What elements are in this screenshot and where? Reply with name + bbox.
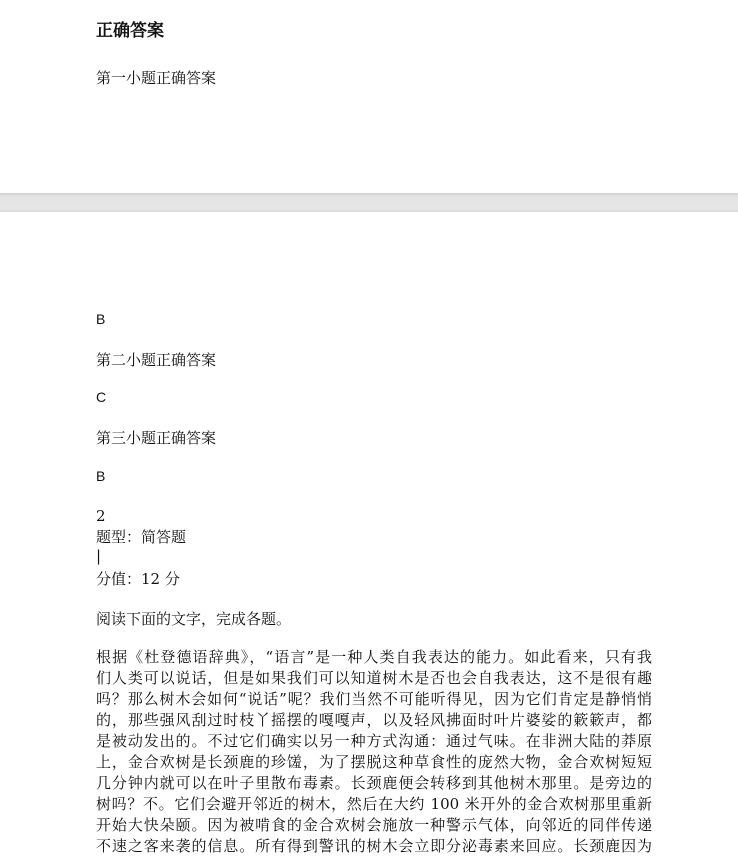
reading-passage (96, 647, 652, 857)
passage-line: 开始大快朵颐。因为被啃食的金合欢树会施放一种警示气体，向邻近的同伴传递 (96, 816, 652, 834)
passage-line: 根据《杜登德语辞典》，“语言”是一种人类自我表达的能力。如此看来，只有我 (96, 648, 652, 666)
document-page-1 (0, 0, 738, 193)
q2-answer-value: C (96, 389, 107, 405)
section-heading: 正确答案 (96, 21, 164, 41)
q3-answer-value: B (96, 468, 106, 484)
document-page-2 (0, 212, 738, 853)
q1-answer-label: 第一小题正确答案 (96, 69, 217, 87)
q3-answer-label: 第三小题正确答案 (96, 429, 217, 447)
passage-line: 树吗？不。它们会避开邻近的树木，然后在大约 100 米开外的金合欢树那里重新 (96, 795, 652, 813)
page-separator (0, 193, 738, 212)
passage-line: 吗？那么树木会如何“说话”呢？我们当然不可能听得见，因为它们肯定是静悄悄 (96, 690, 652, 708)
question-number: 2 (96, 507, 106, 525)
reading-instruction: 阅读下面的文字，完成各题。 (96, 610, 292, 628)
q1-answer-value: B (96, 311, 106, 327)
passage-line: 上，金合欢树是长颈鹿的珍馐，为了摆脱这种草食性的庞然大物，金合欢树短短 (96, 753, 652, 771)
passage-line: 是被动发出的。不过它们确实以另一种方式沟通：通过气味。在非洲大陆的莽原 (96, 732, 652, 750)
text-cursor: | (96, 547, 102, 565)
question-score: 分值：12 分 (96, 570, 180, 588)
passage-line: 的，那些强风刮过时枝丫摇摆的嘎嘎声，以及轻风拂面时叶片婆娑的簌簌声，都 (96, 711, 652, 729)
passage-line: 们人类可以说话，但是如果我们可以知道树木是否也会自我表达，这不是很有趣 (96, 669, 652, 687)
passage-line: 不速之客来袭的信息。所有得到警讯的树木会立即分泌毒素来回应。长颈鹿因为 (96, 837, 652, 855)
passage-line: 几分钟内就可以在叶子里散布毒素。长颈鹿便会转移到其他树木那里。是旁边的 (96, 774, 652, 792)
question-type: 题型：简答题 (96, 528, 187, 546)
q2-answer-label: 第二小题正确答案 (96, 351, 217, 369)
